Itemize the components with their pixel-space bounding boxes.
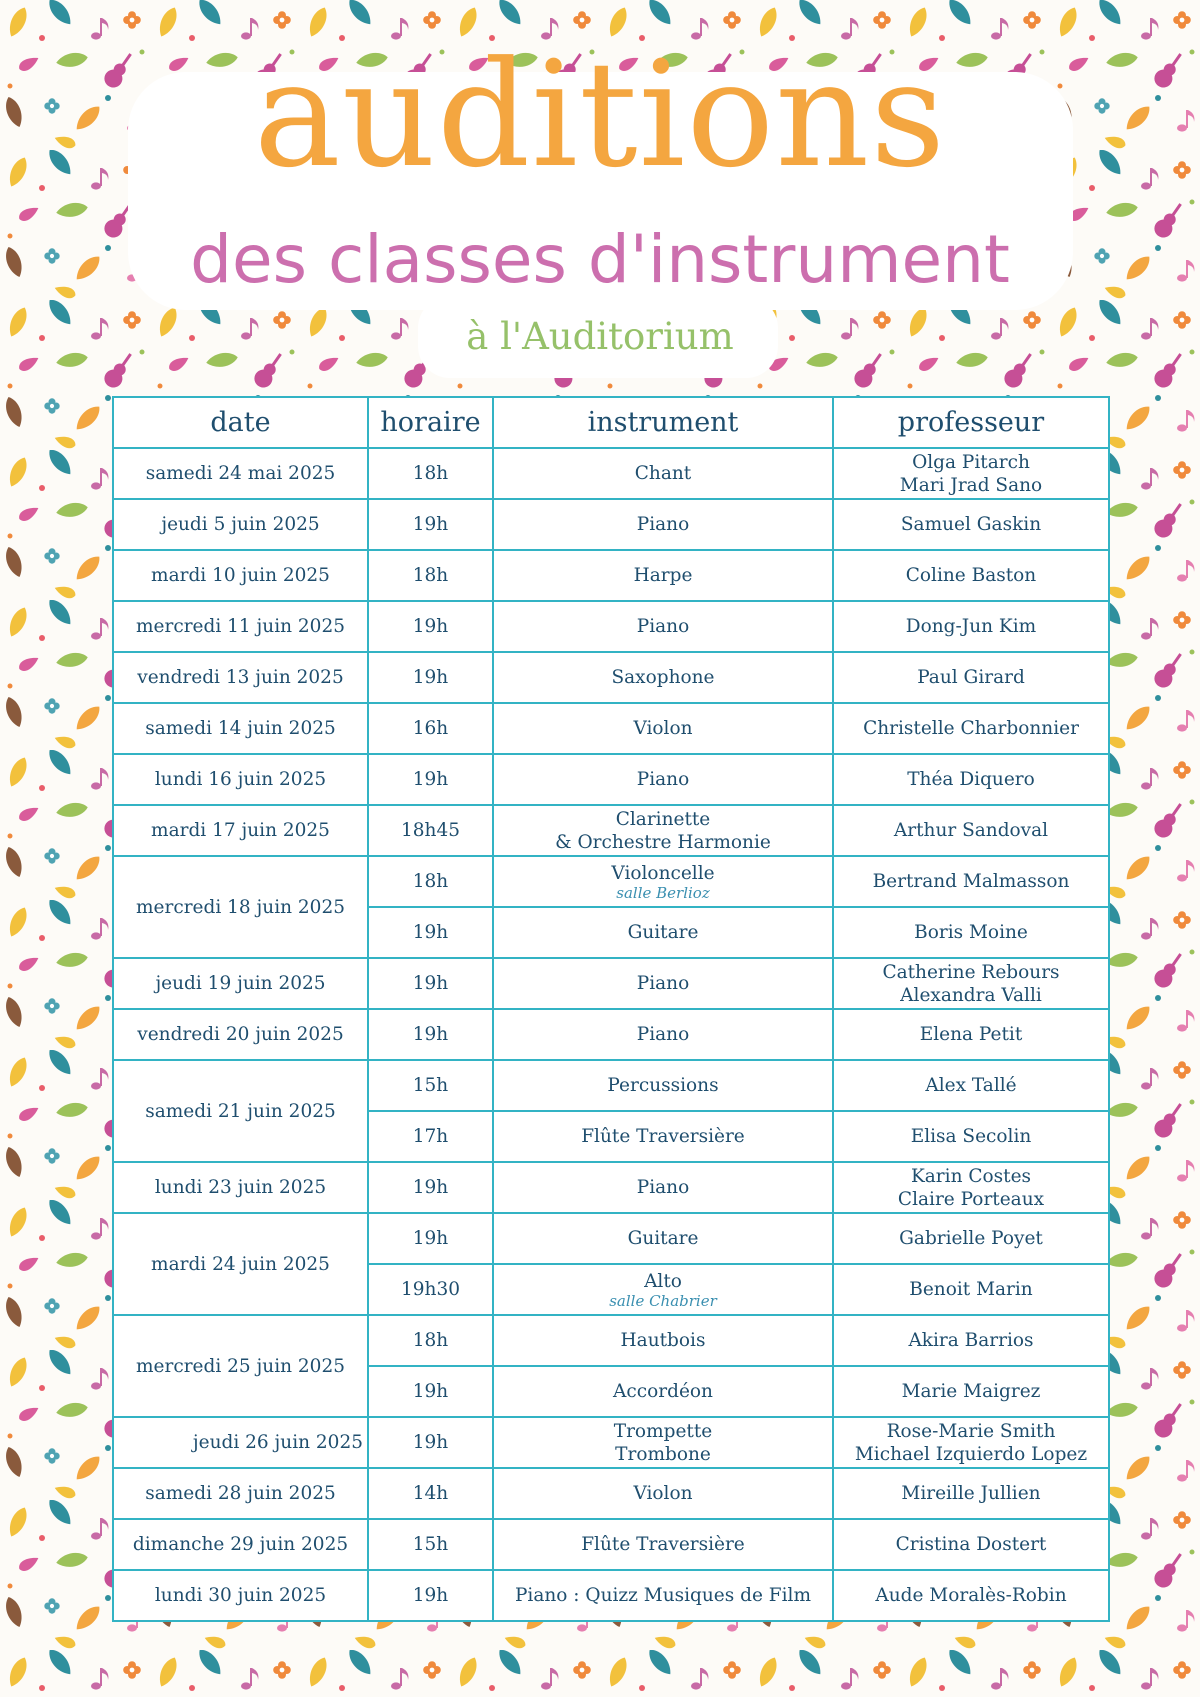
table-row [113, 1009, 1109, 1060]
teacher-name: Catherine Rebours [882, 961, 1060, 983]
date-cell: dimanche 29 juin 2025 [113, 1519, 368, 1570]
date-cell: mercredi 11 juin 2025 [113, 601, 368, 652]
teacher-cell: Elena Petit [833, 1009, 1109, 1060]
table-row [113, 652, 1109, 703]
date-cell: jeudi 26 juin 2025 [113, 1417, 368, 1468]
instrument-cell: Flûte Traversière [493, 1111, 833, 1162]
teacher-name: Claire Porteaux [897, 1188, 1045, 1210]
table-header-row [113, 397, 1109, 448]
instrument-cell: Hautbois [493, 1315, 833, 1366]
instrument-name-line2: Trombone [615, 1443, 711, 1465]
instrument-cell: Flûte Traversière [493, 1519, 833, 1570]
teacher-cell: Mireille Jullien [833, 1468, 1109, 1519]
teacher-cell: Christelle Charbonnier [833, 703, 1109, 754]
instrument-cell: Guitare [493, 907, 833, 958]
table-row [113, 1315, 1109, 1366]
teacher-cell [833, 448, 1109, 499]
instrument-cell: Piano : Quizz Musiques de Film [493, 1570, 833, 1621]
teacher-cell: Alex Tallé [833, 1060, 1109, 1111]
teacher-cell [833, 1162, 1109, 1213]
table-row [113, 1570, 1109, 1621]
time-cell: 19h30 [368, 1264, 493, 1315]
instrument-cell: Piano [493, 1162, 833, 1213]
table-row [113, 703, 1109, 754]
time-cell: 19h [368, 754, 493, 805]
time-cell: 19h [368, 1213, 493, 1264]
time-cell: 19h [368, 499, 493, 550]
time-cell: 14h [368, 1468, 493, 1519]
table-row [113, 856, 1109, 907]
time-cell: 18h [368, 448, 493, 499]
time-cell: 19h [368, 958, 493, 1009]
instrument-name-line2: & Orchestre Harmonie [555, 831, 771, 853]
date-cell: mardi 10 juin 2025 [113, 550, 368, 601]
instrument-cell: Violon [493, 1468, 833, 1519]
teacher-cell: Paul Girard [833, 652, 1109, 703]
teacher-cell [833, 958, 1109, 1009]
time-cell: 19h [368, 1162, 493, 1213]
table-row [113, 754, 1109, 805]
instrument-cell: Violon [493, 703, 833, 754]
date-cell: lundi 23 juin 2025 [113, 1162, 368, 1213]
time-cell: 15h [368, 1519, 493, 1570]
time-cell: 19h [368, 652, 493, 703]
date-cell: mercredi 25 juin 2025 [113, 1315, 368, 1417]
teacher-name: Michael Izquierdo Lopez [854, 1443, 1088, 1465]
teacher-cell: Gabrielle Poyet [833, 1213, 1109, 1264]
instrument-cell: Saxophone [493, 652, 833, 703]
time-cell: 18h [368, 550, 493, 601]
date-cell: jeudi 5 juin 2025 [113, 499, 368, 550]
teacher-cell: Dong-Jun Kim [833, 601, 1109, 652]
room-label: salle Berlioz [616, 884, 710, 902]
time-cell: 17h [368, 1111, 493, 1162]
venue-label: à l'Auditorium [466, 315, 734, 358]
date-cell: vendredi 13 juin 2025 [113, 652, 368, 703]
date-cell: samedi 14 juin 2025 [113, 703, 368, 754]
teacher-name: Olga Pitarch [912, 451, 1030, 473]
date-cell: jeudi 19 juin 2025 [113, 958, 368, 1009]
date-cell: lundi 16 juin 2025 [113, 754, 368, 805]
column-header-instrument: instrument [493, 397, 833, 448]
date-cell: samedi 21 juin 2025 [113, 1060, 368, 1162]
table-row [113, 601, 1109, 652]
teacher-cell: Arthur Sandoval [833, 805, 1109, 856]
instrument-cell [493, 1264, 833, 1315]
table-row [113, 1519, 1109, 1570]
teacher-cell: Samuel Gaskin [833, 499, 1109, 550]
table-row [113, 1060, 1109, 1111]
table-row [113, 1468, 1109, 1519]
table-row [113, 448, 1109, 499]
column-header-date: date [113, 397, 368, 448]
teacher-cell: Aude Moralès-Robin [833, 1570, 1109, 1621]
date-cell: lundi 30 juin 2025 [113, 1570, 368, 1621]
date-cell: mercredi 18 juin 2025 [113, 856, 368, 958]
instrument-cell: Percussions [493, 1060, 833, 1111]
instrument-name: Violoncelle [611, 863, 715, 884]
instrument-cell [493, 805, 833, 856]
instrument-cell: Piano [493, 499, 833, 550]
instrument-cell: Piano [493, 601, 833, 652]
date-cell: samedi 28 juin 2025 [113, 1468, 368, 1519]
teacher-name: Mari Jrad Sano [899, 474, 1043, 496]
instrument-name: Clarinette [615, 808, 711, 830]
teacher-cell [833, 1417, 1109, 1468]
teacher-cell: Marie Maigrez [833, 1366, 1109, 1417]
time-cell: 19h [368, 907, 493, 958]
teacher-cell: Benoit Marin [833, 1264, 1109, 1315]
page-subtitle: des classes d'instrument [190, 221, 1010, 298]
teacher-cell: Boris Moine [833, 907, 1109, 958]
instrument-name: Alto [644, 1271, 682, 1292]
table-row [113, 550, 1109, 601]
time-cell: 18h [368, 856, 493, 907]
page-title: auditions [253, 30, 947, 200]
instrument-cell: Piano [493, 754, 833, 805]
column-header-horaire: horaire [368, 397, 493, 448]
date-cell: vendredi 20 juin 2025 [113, 1009, 368, 1060]
teacher-cell: Cristina Dostert [833, 1519, 1109, 1570]
instrument-cell: Piano [493, 958, 833, 1009]
table-row [113, 805, 1109, 856]
teacher-name: Karin Costes [910, 1165, 1032, 1187]
date-cell: mardi 17 juin 2025 [113, 805, 368, 856]
teacher-cell: Akira Barrios [833, 1315, 1109, 1366]
table-row [113, 1162, 1109, 1213]
table-row [113, 1417, 1109, 1468]
time-cell: 16h [368, 703, 493, 754]
table-row [113, 958, 1109, 1009]
instrument-cell [493, 856, 833, 907]
instrument-cell: Chant [493, 448, 833, 499]
time-cell: 19h [368, 1009, 493, 1060]
teacher-name: Alexandra Valli [900, 984, 1042, 1006]
date-cell: samedi 24 mai 2025 [113, 448, 368, 499]
time-cell: 19h [368, 601, 493, 652]
teacher-cell: Elisa Secolin [833, 1111, 1109, 1162]
time-cell: 18h45 [368, 805, 493, 856]
column-header-professeur: professeur [833, 397, 1109, 448]
time-cell: 18h [368, 1315, 493, 1366]
teacher-cell: Coline Baston [833, 550, 1109, 601]
table-row [113, 499, 1109, 550]
table-row [113, 1213, 1109, 1264]
date-cell: mardi 24 juin 2025 [113, 1213, 368, 1315]
teacher-cell: Bertrand Malmasson [833, 856, 1109, 907]
time-cell: 19h [368, 1417, 493, 1468]
time-cell: 19h [368, 1570, 493, 1621]
instrument-cell: Harpe [493, 550, 833, 601]
time-cell: 15h [368, 1060, 493, 1111]
teacher-cell: Théa Diquero [833, 754, 1109, 805]
time-cell: 19h [368, 1366, 493, 1417]
instrument-cell: Guitare [493, 1213, 833, 1264]
teacher-name: Rose-Marie Smith [886, 1420, 1056, 1442]
instrument-cell: Accordéon [493, 1366, 833, 1417]
room-label: salle Chabrier [609, 1292, 717, 1310]
schedule-table [112, 396, 1110, 1622]
instrument-name: Trompette [613, 1420, 713, 1442]
instrument-cell [493, 1417, 833, 1468]
instrument-cell: Piano [493, 1009, 833, 1060]
